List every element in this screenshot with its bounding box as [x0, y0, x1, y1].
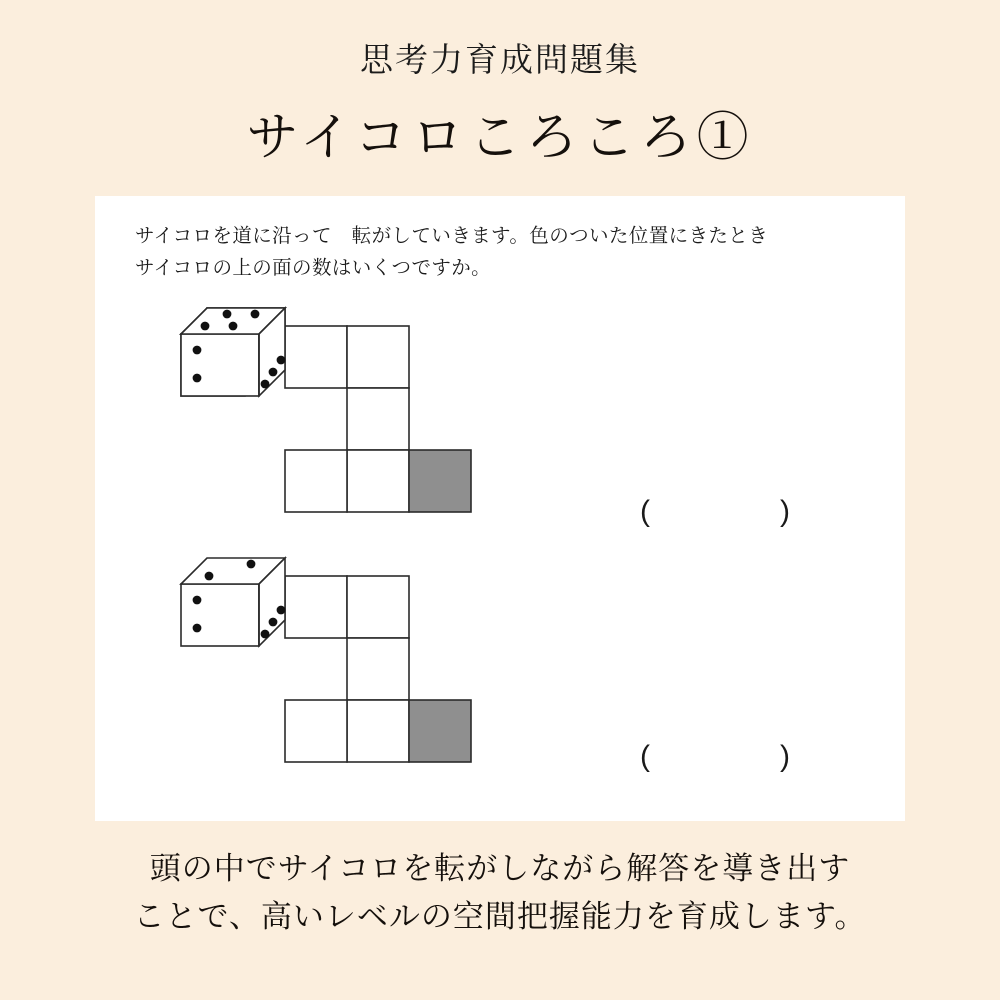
puzzle-2-target-cell: [409, 700, 471, 762]
puzzle-1-grid: [285, 326, 409, 512]
worksheet-sheet: [95, 196, 905, 821]
answer-field-1[interactable]: ( ): [640, 495, 792, 528]
puzzle-1-target-cell: [409, 450, 471, 512]
page-header: [0, 0, 1000, 170]
instructions-line-1: サイコロを道に沿って 転がしていきます。色のついた位置にきたとき: [135, 225, 769, 247]
instructions-text: [135, 220, 875, 284]
puzzle-2-grid: [285, 576, 409, 762]
puzzle-2-figure: [95, 546, 515, 776]
footer-line-2: ことで、高いレベルの空間把握能力を育成します。: [133, 899, 867, 935]
answer-field-2[interactable]: ( ): [640, 740, 792, 773]
footer-line-1: 頭の中でサイコロを転がしながら解答を導き出す: [149, 851, 851, 886]
series-subtitle: 思考力育成問題集: [360, 41, 640, 78]
footer-description: [0, 845, 1000, 941]
puzzle-1-figure: [95, 296, 515, 526]
page-title: サイコロころころ①: [246, 109, 754, 167]
instructions-line-2: サイコロの上の面の数はいくつですか。: [135, 257, 492, 280]
